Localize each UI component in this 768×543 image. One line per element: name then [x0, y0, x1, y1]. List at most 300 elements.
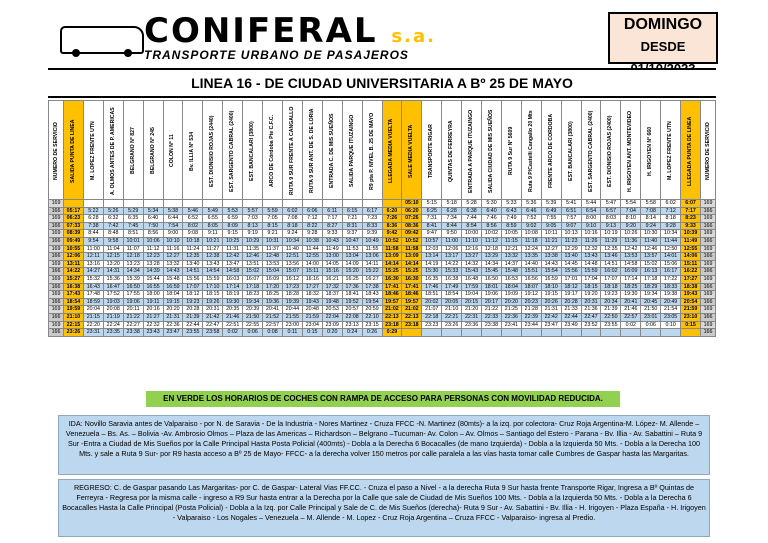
table-cell: 13:53: [263, 260, 283, 268]
table-cell: 169: [49, 215, 64, 223]
table-cell: 18:29: [641, 283, 661, 291]
table-cell: 18:04: [163, 291, 183, 299]
table-cell: 11:53: [342, 245, 362, 253]
table-cell: 14:45: [561, 260, 581, 268]
table-cell: 7:50: [143, 222, 163, 230]
table-cell: 19:26: [203, 298, 223, 306]
table-cell: 6:51: [561, 207, 581, 215]
table-cell: 9:13: [601, 222, 621, 230]
table-cell: 16:25: [342, 275, 362, 283]
table-cell: 23:55: [601, 321, 621, 329]
table-cell: 166: [49, 237, 64, 245]
table-cell: 169: [701, 245, 716, 253]
table-cell: 14:48: [581, 260, 601, 268]
table-cell: 10:02: [482, 230, 502, 238]
table-cell: 23:18: [382, 321, 402, 329]
table-cell: 19:23: [601, 291, 621, 299]
column-header-label: BELGRANO Nº 245: [149, 127, 156, 175]
table-cell: 18:15: [581, 283, 601, 291]
table-cell: 11:31: [223, 245, 243, 253]
table-cell: 6:25: [422, 207, 442, 215]
table-cell: 12:32: [581, 245, 601, 253]
table-cell: 22:47: [581, 313, 601, 321]
table-row: [49, 329, 716, 337]
table-cell: 7:26: [382, 215, 402, 223]
table-cell: 8:00: [581, 215, 601, 223]
table-cell: 6:40: [143, 215, 163, 223]
table-cell: 12:38: [203, 253, 223, 261]
table-cell: 5:29: [123, 207, 143, 215]
table-cell: 14:14: [382, 260, 402, 268]
table-cell: [442, 329, 462, 337]
table-cell: 20:45: [641, 298, 661, 306]
table-cell: 16:59: [163, 283, 183, 291]
table-cell: 14:11: [362, 260, 382, 268]
table-cell: 13:46: [601, 253, 621, 261]
column-header: [482, 101, 502, 200]
table-cell: 23:44: [521, 321, 541, 329]
table-cell: 14:14: [402, 260, 422, 268]
table-cell: 15:45: [482, 268, 502, 276]
table-row: [49, 321, 716, 329]
route-regreso: REGRESO: C. de Gaspar pasando Las Margaritas- por C. de Gaspar- Lateral Vias FF.CC. - Cruza el paso a Nivel - a la derecha Ruta 9 Sur hasta frente Transporte Rigar, Ingresa a Bº Quintas de Ferreyra - Regresa por la misma calle - ingreso a R9 Sur hasta entrar a la Derecha por la Calle que sale de Ciudad de Mis Sueños 100 Mts. - Dobla a la Izquierda 50 Mts. - Dobla a la Derecha 6 Bocacalles Hasta la Calle Principal (Posta Policial) - Dobla a la Izq. por Calle Principal y Sale de C. de Mis Sueños (derecha)- Ruta 9 Sur - Av. Sabattini - Bv. Illia - H. Irigoyen - Plaza España - H. Irigoyen - Valparaiso - Los Nogales – Venezuela – M. Allende - M. Lopez - Cruz Roja Argentina – Cruza FFCC - Valparaiso- ingresa al Predio.: [58, 479, 710, 537]
table-cell: 9:28: [661, 222, 681, 230]
table-cell: 5:22: [83, 207, 103, 215]
table-cell: 16:22: [681, 268, 701, 276]
table-cell: 8:31: [342, 222, 362, 230]
table-cell: 15:02: [641, 260, 661, 268]
table-cell: 17:18: [243, 283, 263, 291]
table-cell: 5:28: [462, 200, 482, 208]
table-row: [49, 253, 716, 261]
table-cell: 169: [701, 275, 716, 283]
table-cell: 9:42: [382, 230, 402, 238]
table-cell: 9:47: [422, 230, 442, 238]
table-cell: 17:59: [462, 283, 482, 291]
table-cell: 166: [701, 253, 716, 261]
table-cell: 23:38: [123, 329, 143, 337]
table-cell: 17:46: [422, 283, 442, 291]
table-cell: 23:47: [541, 321, 561, 329]
table-cell: 10:52: [382, 237, 402, 245]
table-cell: 8:22: [302, 222, 322, 230]
table-cell: 10:08: [521, 230, 541, 238]
table-cell: 6:49: [541, 207, 561, 215]
table-cell: 19:52: [342, 298, 362, 306]
table-cell: 9:24: [282, 230, 302, 238]
table-cell: 0:29: [382, 329, 402, 337]
table-cell: 18:12: [561, 283, 581, 291]
table-cell: 6:28: [442, 207, 462, 215]
column-header-label: TRANSPORTE RIGAR: [428, 124, 435, 178]
table-cell: 21:22: [482, 306, 502, 314]
table-cell: 22:47: [203, 321, 223, 329]
column-header-label: SALIDA PARQUE ITUZAINGO: [348, 114, 355, 188]
table-cell: 12:11: [83, 253, 103, 261]
column-header: [49, 101, 64, 200]
table-cell: 22:36: [501, 313, 521, 321]
table-cell: 9:10: [581, 222, 601, 230]
table-cell: 20:44: [282, 306, 302, 314]
column-header: [123, 101, 143, 200]
table-cell: 12:15: [103, 253, 123, 261]
table-cell: 169: [701, 306, 716, 314]
column-header-label: Bv. ILLIA Nº 534: [189, 131, 196, 171]
table-cell: 11:16: [163, 245, 183, 253]
table-cell: 0:26: [362, 329, 382, 337]
column-header: [462, 101, 482, 200]
table-cell: 14:58: [621, 260, 641, 268]
table-cell: 13:51: [243, 260, 263, 268]
column-header: [282, 101, 302, 200]
table-cell: 15:59: [581, 268, 601, 276]
route-ida: IDA: Novillo Saravia antes de Valparaiso - por N. de Saravia - De la Industria - Nores Martinez - Cruza FFCC -N. Martinez (80mts)- a la izq. por colectora- Cruz Roja Argentina-M. López- M. Allende – Venezuela – Bs. As. – Bolivia -Av. Ambrosio Olmos – Plaza de las Americas – Richardson – Belgrano –Tucuman- Av. Colon – Av. Olmos – Santiago del Estero - Parana - Bv. Illia - Av. Sabattini – Ruta 9 Sur -Entra a Ciudad de Mis Sueños por la Calle Principal Hasta Posta Policial (400mts) - Dobla a la Derecha 6 Bocacalles (de mano Izquierda) - Dobla a la Izquierda 50 Mts. - Dobla a la Derecha 100 Mts. y sale a Ruta 9 Sur- por R9 hasta acceso a Bº 25 de Mayo- FFCC- a la derecha volver 150 metros por calle paralela a las vías hasta tomar calle Cumbres de Gaspar hasta las Margaritas.: [58, 415, 710, 475]
table-cell: [422, 329, 442, 337]
table-cell: 19:36: [263, 298, 283, 306]
table-cell: 19:30: [223, 298, 243, 306]
table-cell: 19:34: [243, 298, 263, 306]
table-cell: 7:31: [422, 215, 442, 223]
column-header: [402, 101, 422, 200]
column-header: [661, 101, 681, 200]
table-cell: 12:24: [521, 245, 541, 253]
column-header-label: LLEGADA MEDIA VUELTA: [388, 118, 395, 184]
table-row: [49, 275, 716, 283]
table-cell: 21:25: [501, 306, 521, 314]
column-header-label: NUMERO DE SERVICIO: [704, 122, 711, 180]
column-header-label: A. OLMOS ANTES DE P. AMERICAS: [109, 107, 116, 195]
table-cell: 15:20: [342, 268, 362, 276]
table-cell: [641, 329, 661, 337]
table-cell: 22:20: [83, 321, 103, 329]
table-cell: 22:21: [442, 313, 462, 321]
table-cell: 19:43: [302, 298, 322, 306]
table-cell: 17:18: [641, 275, 661, 283]
table-cell: 10:00: [462, 230, 482, 238]
table-cell: 11:12: [143, 245, 163, 253]
table-cell: 9:00: [163, 230, 183, 238]
column-header: [362, 101, 382, 200]
table-cell: 8:51: [123, 230, 143, 238]
table-cell: 12:50: [661, 245, 681, 253]
table-cell: 20:04: [83, 306, 103, 314]
table-cell: 11:07: [123, 245, 143, 253]
table-cell: 9:07: [561, 222, 581, 230]
table-cell: 21:46: [621, 306, 641, 314]
table-cell: 18:37: [322, 291, 342, 299]
table-cell: 16:03: [223, 275, 243, 283]
column-header: [501, 101, 521, 200]
table-cell: 8:09: [223, 222, 243, 230]
column-header: [203, 101, 223, 200]
table-cell: 20:23: [521, 298, 541, 306]
table-cell: 18:54: [64, 298, 84, 306]
table-cell: 19:11: [143, 298, 163, 306]
table-cell: 11:26: [581, 237, 601, 245]
table-cell: 19:03: [103, 298, 123, 306]
table-cell: 18:54: [442, 291, 462, 299]
table-cell: 17:43: [64, 291, 84, 299]
table-cell: 05:17: [64, 207, 84, 215]
table-cell: 12:55: [681, 245, 701, 253]
table-cell: 22:31: [462, 313, 482, 321]
table-cell: 19:15: [541, 291, 561, 299]
table-cell: 11:00: [83, 245, 103, 253]
table-cell: [143, 200, 163, 208]
table-cell: 5:57: [243, 207, 263, 215]
table-cell: 22:10: [362, 313, 382, 321]
table-cell: 15:33: [442, 268, 462, 276]
table-cell: 11:49: [322, 245, 342, 253]
table-cell: 23:15: [362, 321, 382, 329]
table-cell: 169: [701, 230, 716, 238]
table-cell: 20:57: [342, 306, 362, 314]
table-cell: 7:57: [561, 215, 581, 223]
table-cell: 13:09: [402, 253, 422, 261]
table-cell: 18:12: [183, 291, 203, 299]
table-cell: 21:31: [163, 313, 183, 321]
table-cell: 10:31: [263, 237, 283, 245]
table-cell: 12:21: [501, 245, 521, 253]
column-header-label: M. LOPEZ FRENTE UTN: [667, 121, 674, 181]
table-cell: 15:51: [521, 268, 541, 276]
table-cell: 10:25: [223, 237, 243, 245]
table-cell: 19:57: [382, 298, 402, 306]
table-cell: 6:59: [223, 215, 243, 223]
table-cell: 12:03: [422, 245, 442, 253]
table-cell: 0:08: [263, 329, 283, 337]
table-cell: 09:42: [402, 230, 422, 238]
table-cell: 9:11: [203, 230, 223, 238]
table-cell: 10:30: [641, 230, 661, 238]
table-cell: 17:27: [302, 283, 322, 291]
table-cell: 21:55: [282, 313, 302, 321]
table-cell: 6:46: [521, 207, 541, 215]
table-cell: 15:43: [462, 268, 482, 276]
table-cell: 18:41: [342, 291, 362, 299]
table-cell: 15:25: [382, 268, 402, 276]
table-cell: [103, 200, 123, 208]
table-cell: 19:06: [482, 291, 502, 299]
table-cell: 9:24: [641, 222, 661, 230]
column-header-label: QUINTAS DE FERREYRA: [448, 120, 455, 182]
table-cell: 23:04: [302, 321, 322, 329]
table-cell: 21:19: [103, 313, 123, 321]
table-cell: [501, 329, 521, 337]
table-cell: 10:39: [681, 230, 701, 238]
table-cell: 15:39: [123, 275, 143, 283]
table-cell: 17:41: [382, 283, 402, 291]
table-cell: [302, 200, 322, 208]
table-cell: 14:22: [442, 260, 462, 268]
column-header: [581, 101, 601, 200]
table-cell: 12:18: [123, 253, 143, 261]
table-cell: 12:06: [64, 253, 84, 261]
table-cell: 15:06: [661, 260, 681, 268]
table-cell: 14:19: [422, 260, 442, 268]
column-header: [302, 101, 322, 200]
table-cell: 18:10: [541, 283, 561, 291]
table-cell: 12:27: [541, 245, 561, 253]
table-row: [49, 260, 716, 268]
table-cell: 13:17: [442, 253, 462, 261]
table-cell: 14:00: [302, 260, 322, 268]
table-row: [49, 237, 716, 245]
table-cell: [581, 329, 601, 337]
column-header: [143, 101, 163, 200]
table-cell: 12:42: [223, 253, 243, 261]
table-cell: 7:49: [501, 215, 521, 223]
table-cell: 20:17: [482, 298, 502, 306]
column-header: [103, 101, 123, 200]
table-cell: 17:41: [402, 283, 422, 291]
table-cell: 23:49: [561, 321, 581, 329]
table-cell: 7:17: [322, 215, 342, 223]
table-cell: 10:34: [661, 230, 681, 238]
table-cell: 16:27: [362, 275, 382, 283]
table-cell: 13:47: [223, 260, 243, 268]
table-cell: 18:23: [243, 291, 263, 299]
table-cell: 13:56: [282, 260, 302, 268]
table-cell: 6:28: [83, 215, 103, 223]
table-cell: 166: [701, 222, 716, 230]
table-cell: 23:18: [402, 321, 422, 329]
table-cell: 5:39: [541, 200, 561, 208]
header: [48, 12, 716, 62]
table-cell: 20:59: [362, 306, 382, 314]
table-cell: 6:38: [462, 207, 482, 215]
table-cell: 15:25: [402, 268, 422, 276]
table-cell: 20:08: [103, 306, 123, 314]
table-cell: 169: [701, 260, 716, 268]
table-cell: 18:25: [263, 291, 283, 299]
table-cell: 11:15: [501, 237, 521, 245]
table-cell: 7:42: [103, 222, 123, 230]
table-cell: 7:34: [442, 215, 462, 223]
table-cell: 166: [701, 237, 716, 245]
table-cell: 19:12: [521, 291, 541, 299]
table-cell: 20:53: [322, 306, 342, 314]
table-cell: 23:26: [64, 329, 84, 337]
table-cell: 20:41: [621, 298, 641, 306]
column-header: [83, 101, 103, 200]
table-cell: 166: [49, 329, 64, 337]
table-cell: 6:15: [342, 207, 362, 215]
table-cell: 6:44: [163, 215, 183, 223]
column-header-label: FRENTE ARCO DE CORDOBA: [547, 113, 554, 189]
table-cell: 20:02: [422, 298, 442, 306]
table-cell: 17:10: [203, 283, 223, 291]
table-cell: 12:51: [282, 253, 302, 261]
table-cell: 17:49: [442, 283, 462, 291]
table-cell: 18:07: [521, 283, 541, 291]
table-cell: 20:31: [581, 298, 601, 306]
table-cell: 14:01: [661, 253, 681, 261]
table-cell: 8:44: [442, 222, 462, 230]
table-cell: 5:15: [422, 200, 442, 208]
table-cell: 23:38: [482, 321, 502, 329]
table-cell: 166: [49, 207, 64, 215]
table-cell: 21:33: [561, 306, 581, 314]
table-cell: 17:22: [661, 275, 681, 283]
table-cell: 19:39: [282, 298, 302, 306]
table-cell: 14:51: [183, 268, 203, 276]
table-cell: 13:06: [362, 253, 382, 261]
table-cell: 6:35: [123, 215, 143, 223]
table-cell: 5:33: [501, 200, 521, 208]
table-cell: 16:59: [541, 275, 561, 283]
table-cell: 9:58: [103, 237, 123, 245]
table-cell: 6:07: [681, 200, 701, 208]
table-cell: 23:55: [183, 329, 203, 337]
column-header-label: RUTA 9 Sur Nº 5609: [507, 126, 514, 176]
column-header-label: ENTRADA C. DE MIS SUEÑOS: [328, 113, 335, 189]
table-cell: 23:00: [282, 321, 302, 329]
table-cell: [282, 200, 302, 208]
table-cell: 6:55: [203, 215, 223, 223]
table-cell: 166: [701, 313, 716, 321]
table-cell: 8:56: [143, 230, 163, 238]
table-cell: 22:44: [561, 313, 581, 321]
table-cell: 16:12: [282, 275, 302, 283]
column-header: [541, 101, 561, 200]
table-cell: 17:14: [223, 283, 243, 291]
table-cell: 8:41: [422, 222, 442, 230]
table-cell: 21:59: [681, 306, 701, 314]
table-cell: 23:35: [103, 329, 123, 337]
table-cell: 10:26: [621, 230, 641, 238]
table-cell: 14:09: [342, 260, 362, 268]
table-cell: 18:18: [601, 283, 621, 291]
column-header-label: R9 pta P. NIVEL B. 25 DE MAYO: [368, 112, 375, 190]
table-cell: 22:24: [103, 321, 123, 329]
table-cell: [561, 329, 581, 337]
table-cell: 9:21: [263, 230, 283, 238]
table-row: [49, 215, 716, 223]
table-cell: 18:25: [621, 283, 641, 291]
table-cell: 11:27: [203, 245, 223, 253]
table-cell: 13:29: [482, 253, 502, 261]
table-cell: 17:14: [621, 275, 641, 283]
table-cell: 15:04: [263, 268, 283, 276]
table-cell: 8:13: [243, 222, 263, 230]
column-header-label: ENTRADA A PARQUE ITUZAINGO: [468, 109, 475, 193]
table-cell: 15:56: [183, 275, 203, 283]
table-cell: 10:52: [402, 237, 422, 245]
table-cell: 166: [49, 222, 64, 230]
table-cell: 14:32: [462, 260, 482, 268]
table-cell: 15:54: [541, 268, 561, 276]
table-cell: 14:31: [103, 268, 123, 276]
table-cell: 21:10: [442, 306, 462, 314]
column-header-label: M. LOPEZ FRENTE UTN: [89, 121, 96, 181]
table-cell: 17:27: [681, 275, 701, 283]
table-cell: 17:55: [123, 291, 143, 299]
table-cell: [223, 200, 243, 208]
table-cell: 11:23: [561, 237, 581, 245]
table-cell: 16:50: [482, 275, 502, 283]
table-cell: 7:12: [302, 215, 322, 223]
table-cell: 9:05: [541, 222, 561, 230]
table-cell: 7:17: [681, 207, 701, 215]
table-cell: 8:23: [681, 215, 701, 223]
column-header: [382, 101, 402, 200]
table-row: [49, 306, 716, 314]
table-cell: 166: [49, 313, 64, 321]
column-header-label: BELGRANO Nº 827: [129, 127, 136, 175]
table-cell: 169: [49, 291, 64, 299]
column-header-label: EST. SARGENTO CABRAL (2400): [229, 110, 236, 192]
